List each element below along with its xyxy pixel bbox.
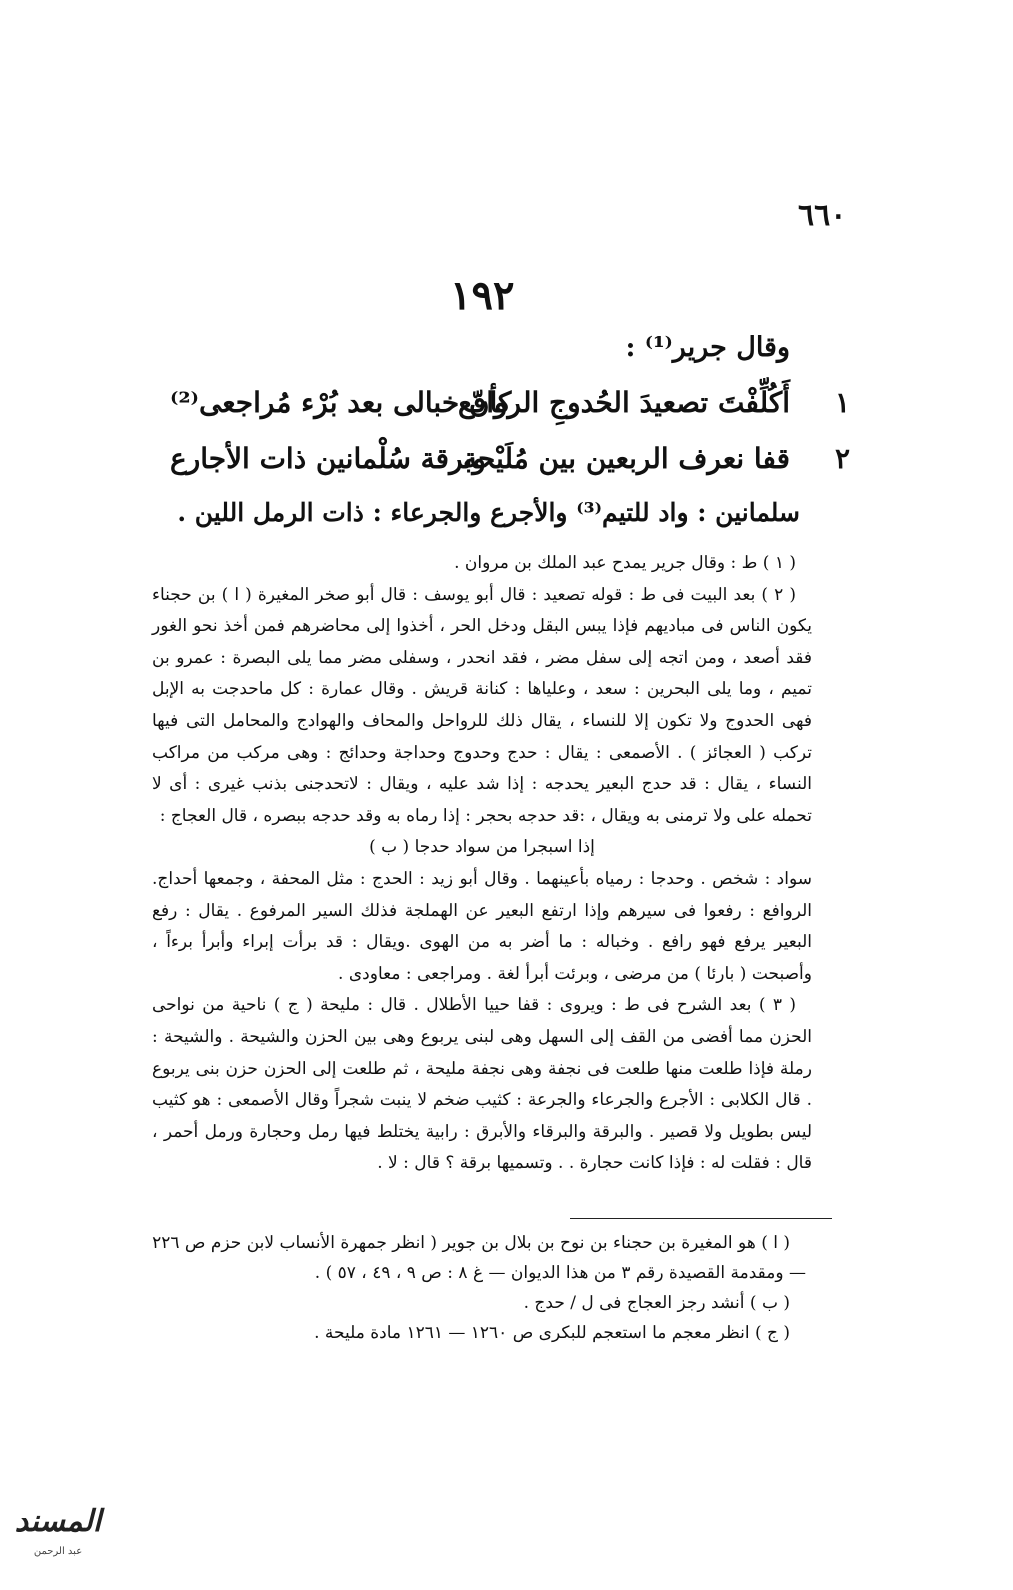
verse-gloss: سلمانين : واد للتيم⁽³⁾ والأجرع والجرعاء : ذات الرمل اللين . — [177, 498, 800, 527]
verse-second-hemistich: وبرقة سُلْمانين ذات الأجارع — [170, 442, 486, 475]
verse-number: ١ — [834, 386, 850, 419]
quoted-verse: إذا اسبجرا من سواد حدجا ( ب ) — [369, 837, 595, 858]
watermark-logo — [8, 1490, 108, 1580]
watermark-subtext: عبد الرحمن — [33, 1546, 83, 1557]
verse-number: ٢ — [834, 442, 850, 475]
verse-1 — [170, 386, 850, 434]
note-paragraph: سواد : شخص . وحدجا : رمياه بأعينهما . وقال أبو زيد : الحدج : مثل المحفة ، وجمعها أحداج. الروافع : رفعوا فى سيرهم وإذا ارتفع البعير عن الهملجة فذلك السير المرفوع . يقال : رفع البعير يرفع فهو رافع . وخباله : ما أضر به من الهوى .ويقال : قد برأت إبراء وأبرأ برءاً ، وأصبحت ( بارئا ) من مرضى ، وبرئت أبرأ لغة . ومراجعى : معاودى . — [152, 868, 812, 984]
poem-number: ١٩٢ — [450, 272, 515, 319]
note-paragraph: ( ٢ ) بعد البيت فى ط : قوله تصعيد : قال أبو يوسف : قال أبو صخر المغيرة ( ا ) بن حجناء يكون الناس فى مباديهم فإذا يبس البقل ودخل الحر ، أخذوا إلى محاضرهم فمن أخذ نحو الغور فقد أصعد ، ومن اتجه إلى سفل مضر ، فقد انحدر ، وسفلى مضر مما يلى البصرة : عمرو بن تميم ، وما يلى البحرين : سعد ، وعلياها : كنانة قريش . وقال عمارة : كل ماحدجت به الإبل فهى الحدوج ولا تكون إلا للنساء ، يقال ذلك للرواحل والمحاف والهوادج والمحامل التى فيها تركب ( العجائز ) . الأصمعى : يقال : حدج وحدوج وحداجة وحدائج : وهى مركب من مراكب النساء ، يقال : قد حدج البعير يحدجه : إذا شد عليه ، ويقال : لاتحدجنى بذنب غيرى : أى لا تحمله على ولا ترمنى به ويقال ، :قد حدجه بحجر : إذا رماه به وقد حدجه ببصره ، قال العجاج : — [152, 584, 812, 826]
page-number: ٦٦٠ — [798, 198, 847, 233]
commentary-notes — [152, 548, 812, 1180]
verse-first-hemistich: أَكُلِّفْتَ تصعيدَ الحُدوجِ الروافع — [457, 386, 790, 419]
verse-first-hemistich: قفا نعرف الربعين بين مُلَيْحة — [462, 442, 790, 475]
verse-second-hemistich: كأنّ خبالى بعد بُرْء مُراجعى⁽²⁾ — [170, 386, 512, 419]
poem-intro: وقال جرير⁽¹⁾ : — [625, 332, 790, 363]
watermark-calligraphy: المسند — [14, 1504, 102, 1539]
footnote: ( ج ) انظر معجم ما استعجم للبكرى ص ١٢٦٠ — ١٢٦١ مادة مليحة . — [314, 1323, 790, 1343]
note-paragraph: ( ٣ ) بعد الشرح فى ط : ويروى : قفا حييا الأطلال . قال : مليحة ( ج ) ناحية من نواحى الحزن مما أفضى من القف إلى السهل وهى لبنى يربوع وهى بين الحزن والشيحة . والشيحة : رملة فإذا طلعت منها طلعت فى نجفة وهى نجفة مليحة ، ثم طلعت إلى الحزن حزن بنى يربوع . قال الكلابى : الأجرع والجرعاء والجرعة : كثيب ضخم لا ينبت شجراً وقال الأصمعى : هو كثيب ليس بطويل ولا قصير . والبرقة والبرقاء والأبرق : رابية يختلط فيها رمل وحجارة ورمل أحمر ، قال : فقلت له : فإذا كانت حجارة . . وتسميها برقة ؟ قال : لا . — [152, 995, 812, 1174]
footnote: ( ا ) هو المغيرة بن حجناء بن نوح بن بلال بن جوير ( انظر جمهرة الأنساب لابن حزم ص ٢٢٦ — ومقدمة القصيدة رقم ٣ من هذا الديوان — غ ٨ : ص ٩ ، ٤٩ ، ٥٧ ) . — [152, 1233, 806, 1283]
note-paragraph: ( ١ ) ط : وقال جرير يمدح عبد الملك بن مروان . — [454, 553, 796, 573]
footnote-divider — [570, 1218, 832, 1219]
footnotes — [146, 1228, 806, 1348]
verse-2 — [170, 442, 850, 490]
footnote: ( ب ) أنشد رجز العجاج فى ل / حدج . — [523, 1293, 790, 1313]
